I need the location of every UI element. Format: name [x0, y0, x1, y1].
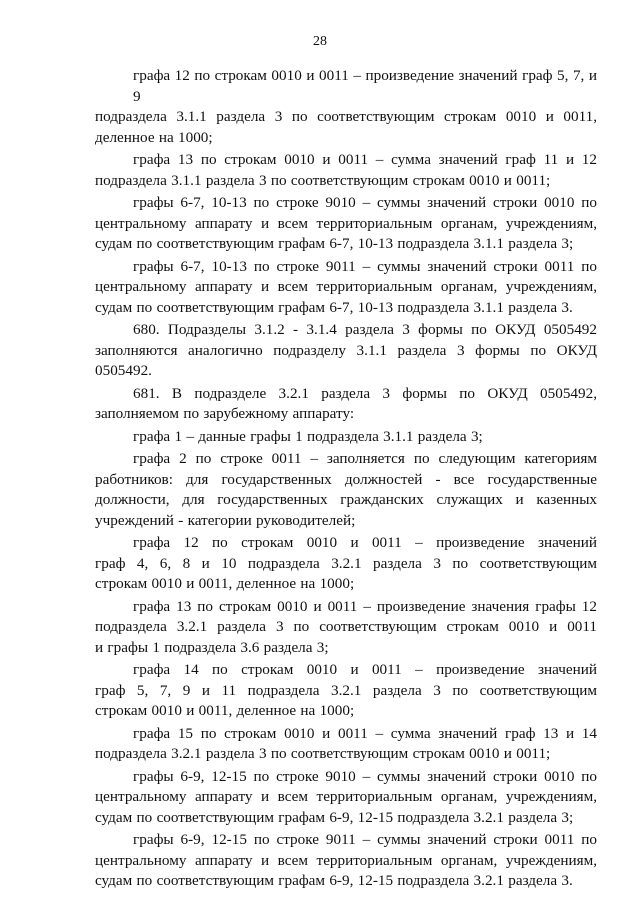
paragraph-line: графа 13 по строкам 0010 и 0011 – произведение значения графы 12 [133, 597, 597, 615]
paragraph-line: графа 14 по строкам 0010 и 0011 – произведение значений [133, 661, 597, 678]
paragraph [95, 767, 597, 829]
paragraph-line: центральному аппарату и всем территориальным органам, учреждениям, [95, 214, 597, 232]
paragraph [95, 660, 597, 722]
paragraph-line: строкам 0010 и 0011, деленное на 1000; [95, 702, 355, 719]
paragraph-line: графа 13 по строкам 0010 и 0011 – сумма значений граф 11 и 12 [133, 151, 597, 168]
paragraph-line: учреждений - категории руководителей; [95, 511, 356, 529]
paragraph [95, 150, 597, 191]
page-number: 28 [313, 34, 327, 49]
paragraph-line: граф 5, 7, 9 и 11 подраздела 3.2.1 раздела 3 по соответствующим [95, 681, 597, 699]
paragraph [95, 533, 597, 595]
paragraph-line: подраздела 3.1.1 раздела 3 по соответствующим строкам 0010 и 0011, [95, 108, 597, 125]
document-body [95, 66, 597, 894]
paragraph-line: должности, для государственных гражданских служащих и казенных [95, 491, 597, 508]
paragraph-line: граф 4, 6, 8 и 10 подраздела 3.2.1 раздела 3 по соответствующим [95, 554, 597, 572]
paragraph [95, 597, 597, 659]
paragraph-line: деленное на 1000; [95, 128, 213, 146]
paragraph-line: судам по соответствующим графам 6-7, 10-13 подраздела 3.1.1 раздела 3; [95, 235, 574, 252]
paragraph [95, 257, 597, 319]
paragraph-line: 0505492. [95, 362, 152, 379]
paragraph-line: графы 6-7, 10-13 по строке 9011 – суммы значений строки 0011 по [133, 257, 597, 275]
paragraph-line: строкам 0010 и 0011, деленное на 1000; [95, 575, 355, 592]
paragraph [95, 320, 597, 382]
paragraph-line: графа 2 по строке 0011 – заполняется по следующим категориям [133, 450, 597, 467]
paragraph-line: графа 12 по строкам 0010 и 0011 – произведение значений граф 5, 7, и 9 [133, 67, 597, 105]
paragraph-line: графа 12 по строкам 0010 и 0011 – произведение значений [133, 534, 597, 551]
paragraph [95, 66, 597, 148]
paragraph-line: судам по соответствующим графам 6-7, 10-13 подраздела 3.1.1 раздела 3. [95, 298, 573, 316]
paragraph [95, 427, 597, 448]
paragraph-line: подраздела 3.2.1 раздела 3 по соответствующим строкам 0010 и 0011 [95, 618, 597, 635]
paragraph-line: подраздела 3.1.1 раздела 3 по соответствующим строкам 0010 и 0011; [95, 171, 551, 189]
paragraph [95, 724, 597, 765]
paragraph-line: центральному аппарату и всем территориальным органам, учреждениям, [95, 788, 597, 805]
paragraph [95, 449, 597, 531]
paragraph [95, 193, 597, 255]
paragraph-line: работников: для государственных должностей - все государственные [95, 470, 597, 488]
paragraph-line: центральному аппарату и всем территориальным органам, учреждениям, [95, 278, 597, 295]
paragraph-line: графа 1 – данные графы 1 подраздела 3.1.1 раздела 3; [133, 427, 483, 445]
paragraph-line: заполняются аналогично подразделу 3.1.1 раздела 3 формы по ОКУД [95, 341, 597, 359]
paragraph-line: графы 6-7, 10-13 по строке 9010 – суммы значений строки 0010 по [133, 194, 597, 211]
paragraph-line: 680. Подразделы 3.1.2 - 3.1.4 раздела 3 формы по ОКУД 0505492 [133, 321, 597, 338]
paragraph-line: графы 6-9, 12-15 по строке 9011 – суммы значений строки 0011 по [133, 831, 597, 848]
paragraph-line: судам по соответствующим графам 6-9, 12-15 подраздела 3.2.1 раздела 3. [95, 872, 573, 889]
paragraph-line: графа 15 по строкам 0010 и 0011 – сумма значений граф 13 и 14 [133, 724, 597, 742]
paragraph [95, 830, 597, 892]
paragraph [95, 384, 597, 425]
paragraph-line: подраздела 3.2.1 раздела 3 по соответствующим строкам 0010 и 0011; [95, 745, 551, 762]
paragraph-line: графы 6-9, 12-15 по строке 9010 – суммы значений строки 0010 по [133, 767, 597, 785]
paragraph-line: 681. В подразделе 3.2.1 раздела 3 формы по ОКУД 0505492, [133, 384, 597, 402]
paragraph-line: и графы 1 подраздела 3.6 раздела 3; [95, 638, 329, 656]
paragraph-line: судам по соответствующим графам 6-9, 12-15 подраздела 3.2.1 раздела 3; [95, 808, 574, 826]
paragraph-line: заполняемом по зарубежному аппарату: [95, 405, 355, 422]
paragraph-line: центральному аппарату и всем территориальным органам, учреждениям, [95, 851, 597, 869]
